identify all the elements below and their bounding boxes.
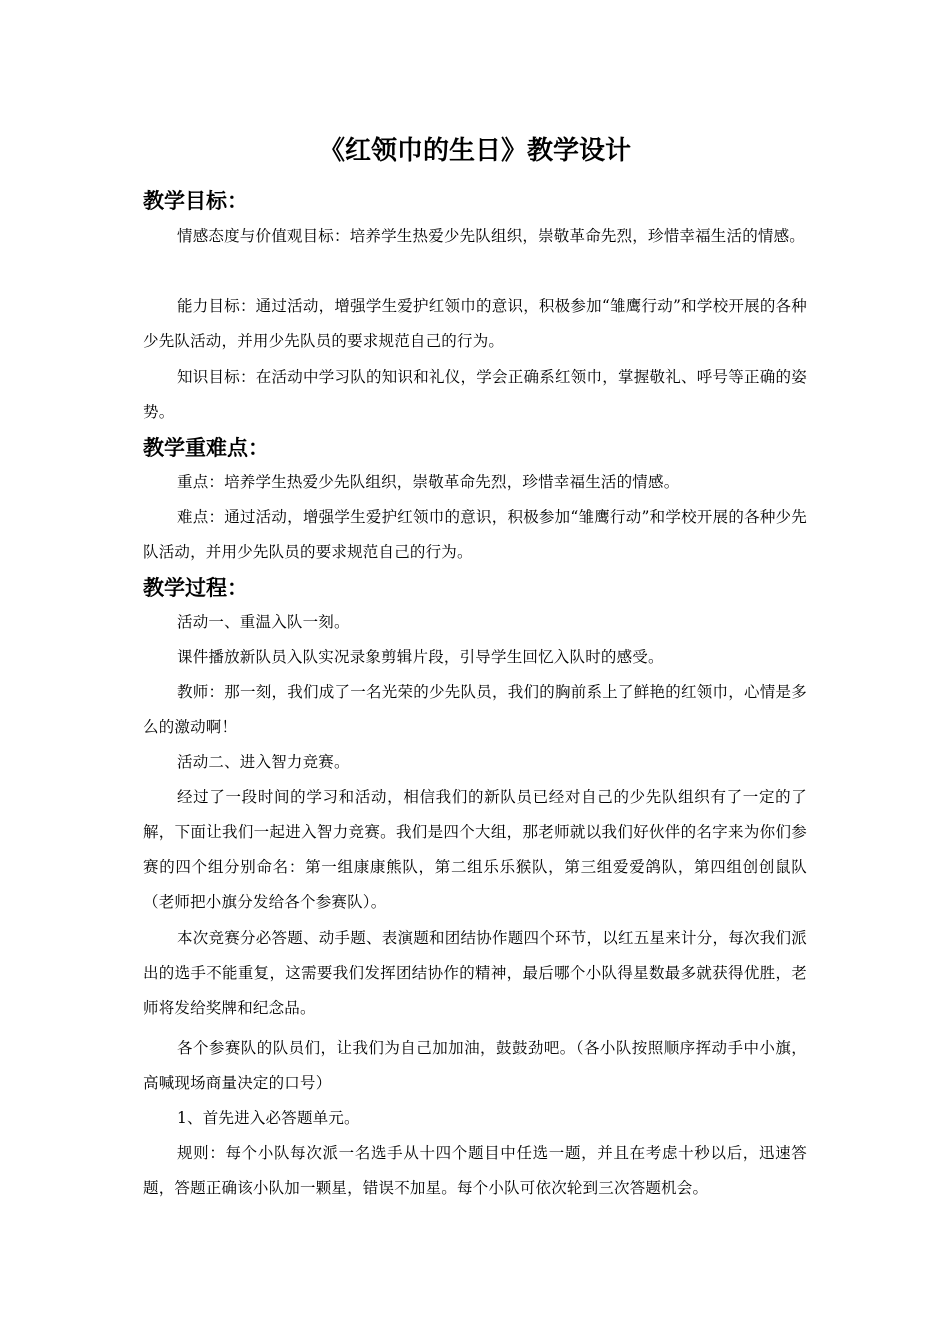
- paragraph: 重点：培养学生热爱少先队组织，崇敬革命先烈，珍惜幸福生活的情感。: [177, 473, 680, 491]
- paragraph: 活动二、进入智力竞赛。: [177, 753, 350, 771]
- paragraph: 各个参赛队的队员们，让我们为自己加加油，鼓鼓劲吧。（各小队按照顺序挥动手中小旗，高喊现场商量决定的口号）: [143, 1039, 807, 1092]
- paragraph: 本次竞赛分必答题、动手题、表演题和团结协作题四个环节，以红五星来计分，每次我们派出的选手不能重复，这需要我们发挥团结协作的精神，最后哪个小队得星数最多就获得优胜，老师将发给奖牌和纪念品。: [143, 929, 807, 1017]
- paragraph: 知识目标：在活动中学习队的知识和礼仪，学会正确系红领巾，掌握敬礼、呼号等正确的姿势。: [143, 368, 807, 421]
- paragraph: 情感态度与价值观目标：培养学生热爱少先队组织，崇敬革命先烈，珍惜幸福生活的情感。: [177, 227, 806, 245]
- paragraph: 难点：通过活动，增强学生爱护红领巾的意识，积极参加“雏鹰行动”和学校开展的各种少先队活动，并用少先队员的要求规范自己的行为。: [143, 508, 807, 561]
- paragraph: 教师：那一刻，我们成了一名光荣的少先队员，我们的胸前系上了鲜艳的红领巾，心情是多么的激动啊！: [143, 683, 807, 736]
- paragraph: 1、首先进入必答题单元。: [177, 1109, 360, 1127]
- section-heading-objectives: 教学目标：: [143, 189, 248, 213]
- paragraph: 经过了一段时间的学习和活动，相信我们的新队员已经对自己的少先队组织有了一定的了解，下面让我们一起进入智力竞赛。我们是四个大组，那老师就以我们好伙伴的名字来为你们参赛的四个组分别命名：第一组康康熊队，第二组乐乐猴队，第三组爱爱鸽队，第四组创创鼠队（老师把小旗分发给各个参赛队）。: [143, 788, 807, 911]
- section-heading-process: 教学过程：: [143, 576, 248, 600]
- section-heading-key-points: 教学重难点：: [143, 436, 269, 460]
- paragraph: 能力目标：通过活动，增强学生爱护红领巾的意识，积极参加“雏鹰行动”和学校开展的各种少先队活动，并用少先队员的要求规范自己的行为。: [143, 297, 807, 350]
- paragraph: 活动一、重温入队一刻。: [177, 613, 350, 631]
- document-title: 《红领巾的生日》教学设计: [318, 136, 631, 166]
- paragraph: 规则：每个小队每次派一名选手从十四个题目中任选一题，并且在考虑十秒以后，迅速答题，答题正确该小队加一颗星，错误不加星。每个小队可依次轮到三次答题机会。: [143, 1144, 807, 1197]
- paragraph: 课件播放新队员入队实况录象剪辑片段，引导学生回忆入队时的感受。: [177, 648, 664, 666]
